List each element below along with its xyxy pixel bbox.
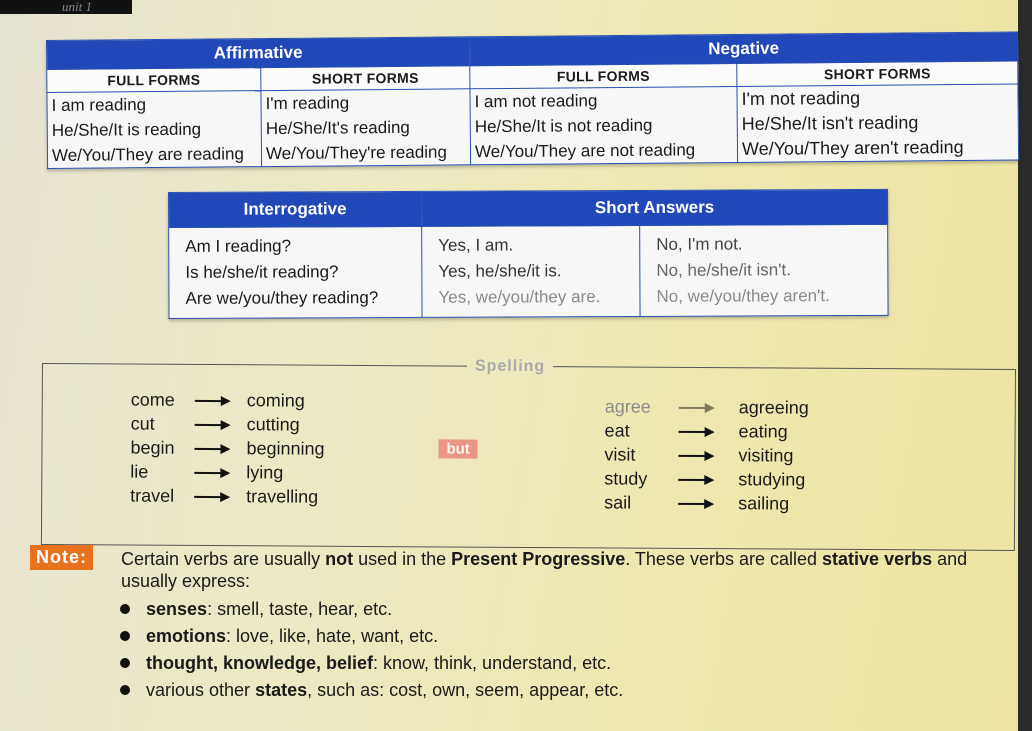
ing-verb: coming	[246, 390, 305, 411]
full-forms-header: FULL FORMS	[47, 68, 261, 93]
ing-verb: agreeing	[738, 397, 809, 418]
neg-full-cell	[470, 86, 738, 164]
bullet-text: : love, like, hate, want, etc.	[226, 626, 439, 646]
arrow-right-icon	[194, 444, 230, 454]
bullet-icon	[120, 631, 130, 641]
no-answers-cell	[640, 224, 888, 316]
yes-row: Yes, I am.	[438, 235, 514, 255]
base-verb: lie	[130, 461, 149, 482]
bullet-icon	[120, 604, 130, 614]
bullet-item	[120, 623, 623, 650]
base-verb: visit	[604, 444, 636, 465]
ing-verb: lying	[246, 462, 284, 483]
left-base-column	[130, 388, 175, 508]
yes-row: Yes, we/you/they are.	[438, 287, 601, 307]
aff-short-row: We/You/They're reading	[265, 142, 447, 164]
arrow-right-icon	[678, 499, 714, 509]
note-text-bold: stative verbs	[822, 549, 933, 569]
ing-verb: studying	[738, 469, 806, 490]
ing-verb: travelling	[246, 486, 319, 507]
bullet-bold: senses	[146, 599, 208, 619]
note-text-part: and usually express:	[121, 549, 968, 591]
right-ing-column	[738, 395, 809, 515]
questions-cell	[169, 226, 422, 318]
bullet-icon	[120, 685, 130, 695]
left-ing-column	[246, 388, 325, 508]
base-verb: cut	[130, 413, 155, 434]
note-text	[121, 548, 1001, 592]
aff-full-row: We/You/They are reading	[51, 144, 244, 165]
neg-full-row: He/She/It is not reading	[474, 115, 653, 137]
note-text-part: Certain verbs are usually	[121, 549, 326, 569]
arrow-right-icon	[194, 468, 230, 478]
arrow-right-icon	[195, 420, 231, 430]
base-verb: agree	[604, 396, 651, 417]
arrow-right-icon	[678, 451, 714, 461]
bullet-bold: states	[255, 680, 308, 700]
ing-verb: sailing	[738, 493, 790, 514]
note-bullet-list	[120, 596, 623, 704]
aff-short-cell	[261, 89, 471, 167]
affirmative-header: Affirmative	[47, 37, 470, 70]
base-verb: eat	[604, 420, 630, 441]
yes-answers-cell	[422, 225, 640, 317]
question-row: Are we/you/they reading?	[185, 288, 379, 308]
neg-short-row: He/She/It isn't reading	[741, 112, 919, 134]
base-verb: begin	[130, 437, 175, 458]
negative-header: Negative	[469, 32, 1017, 66]
arrow-right-icon	[678, 475, 714, 485]
short-forms-header: SHORT FORMS	[261, 66, 470, 91]
note-text-part: . These verbs are called	[625, 549, 823, 569]
bullet-text: : know, think, understand, etc.	[373, 653, 612, 673]
aff-full-row: He/She/It is reading	[51, 119, 202, 140]
ing-verb: visiting	[738, 445, 794, 466]
arrow-right-icon	[195, 396, 231, 406]
note-text-bold: not	[325, 549, 354, 569]
bullet-bold: thought, knowledge, belief	[146, 653, 373, 673]
note-label: Note:	[30, 545, 93, 570]
affirmative-negative-table	[46, 32, 1019, 169]
ing-verb: cutting	[246, 414, 300, 435]
neg-short-row: We/You/They aren't reading	[741, 136, 964, 159]
neg-full-row: I am not reading	[474, 91, 598, 112]
arrow-right-icon	[194, 492, 230, 502]
right-arrow-column	[678, 395, 715, 515]
no-row: No, we/you/they aren't.	[656, 286, 830, 306]
full-forms-header: FULL FORMS	[470, 63, 737, 88]
base-verb: study	[604, 468, 648, 489]
neg-short-cell	[737, 84, 1019, 162]
right-base-column	[604, 394, 651, 514]
spelling-box	[41, 357, 1016, 551]
short-forms-header: SHORT FORMS	[737, 61, 1018, 86]
unit-tab: unit 1	[0, 0, 132, 14]
interrogative-table	[168, 189, 889, 319]
aff-full-cell	[47, 91, 262, 169]
ing-verb: eating	[738, 421, 788, 442]
but-label: but	[438, 439, 477, 458]
short-answers-header: Short Answers	[421, 189, 887, 226]
arrow-right-icon	[679, 403, 715, 413]
aff-short-row: I'm reading	[265, 93, 350, 114]
yes-row: Yes, he/she/it is.	[438, 261, 562, 281]
base-verb: travel	[130, 485, 175, 506]
bullet-icon	[120, 658, 130, 668]
bullet-item	[120, 596, 623, 623]
spelling-title: Spelling	[467, 358, 553, 377]
bullet-bold: emotions	[146, 626, 227, 646]
aff-full-row: I am reading	[51, 95, 147, 115]
bullet-text: , such as: cost, own, seem, appear, etc.	[307, 680, 624, 700]
bullet-text: : smell, taste, hear, etc.	[207, 599, 393, 619]
bullet-item	[120, 650, 623, 677]
question-row: Is he/she/it reading?	[185, 262, 339, 282]
note-text-bold: Present Progressive	[451, 549, 626, 569]
base-verb: come	[130, 389, 175, 410]
bullet-item	[120, 677, 623, 704]
bullet-text: various other	[146, 680, 256, 700]
arrow-right-icon	[679, 427, 715, 437]
neg-short-row: I'm not reading	[741, 87, 861, 109]
ing-verb: beginning	[246, 438, 325, 459]
note-text-part: used in the	[353, 549, 452, 569]
aff-short-row: He/She/It's reading	[265, 117, 410, 139]
interrogative-header: Interrogative	[169, 191, 422, 227]
no-row: No, he/she/it isn't.	[656, 260, 791, 280]
page-edge	[1018, 0, 1032, 731]
base-verb: sail	[604, 492, 632, 513]
no-row: No, I'm not.	[656, 234, 743, 254]
question-row: Am I reading?	[185, 236, 292, 256]
left-arrow-column	[194, 388, 231, 508]
neg-full-row: We/You/They are not reading	[474, 140, 696, 162]
